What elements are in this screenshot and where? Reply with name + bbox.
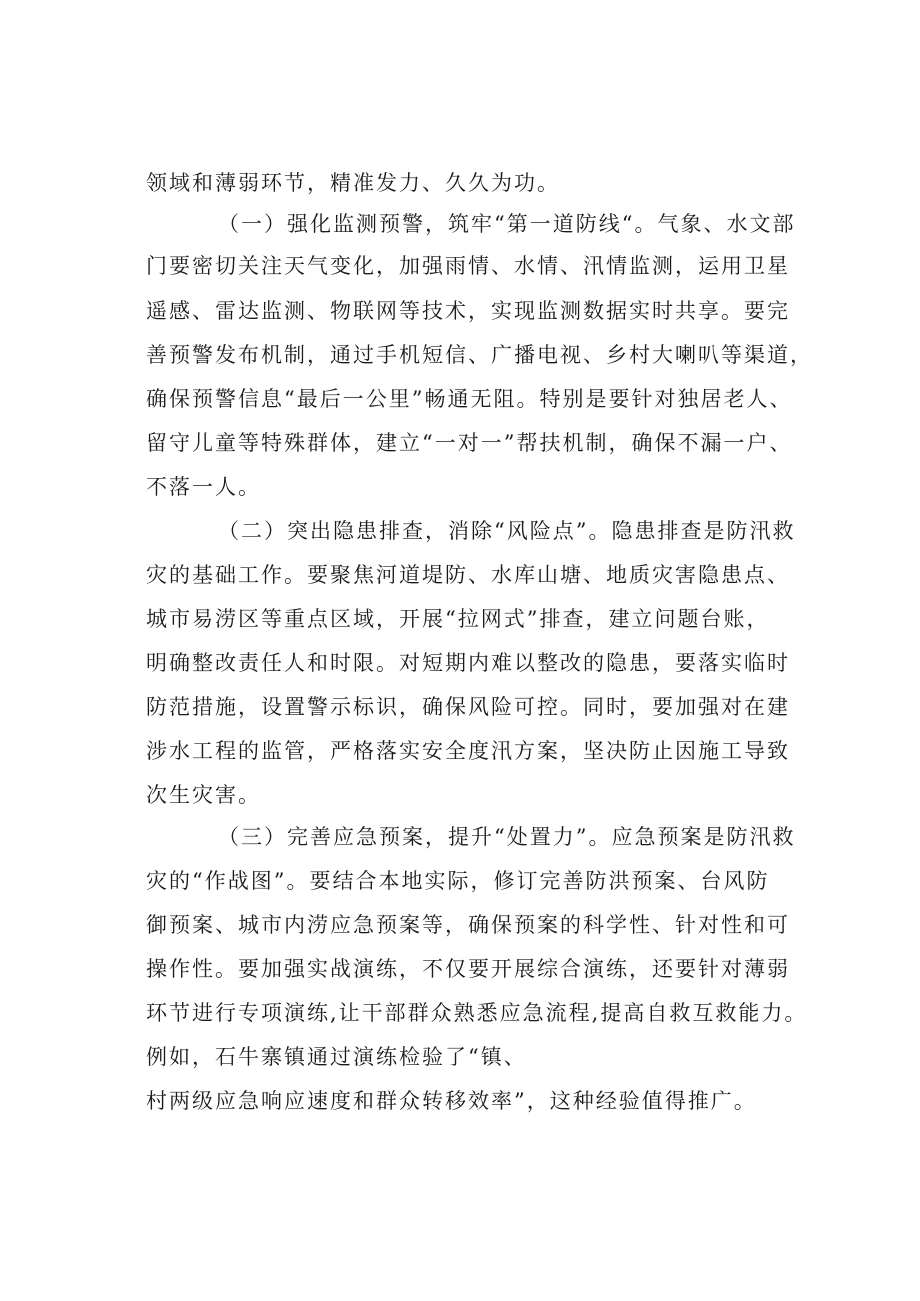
text-line: 明确整改责任人和时限。对短期内难以整改的隐患，要落实临时	[146, 651, 790, 675]
text-line: 灾的“作战图”。要结合本地实际，修订完善防洪预案、台风防	[146, 869, 770, 893]
text-line: 例如，石牛寨镇通过演练检验了“镇、	[146, 1045, 527, 1069]
text-line: 御预案、城市内涝应急预案等，确保预案的科学性、针对性和可	[146, 913, 790, 937]
text-line: 灾的基础工作。要聚焦河道堤防、水库山塘、地质灾害隐患点、	[146, 563, 790, 587]
text-line: 确保预警信息“最后一公里”畅通无阻。特别是要针对独居老人、	[146, 387, 793, 411]
text-line: 城市易涝区等重点区域，开展“拉网式”排查，建立问题台账，	[146, 607, 770, 631]
heading-line-2: （二）突出隐患排查，消除“风险点”。隐患排查是防汛救	[218, 519, 796, 543]
text-line: 留守儿童等特殊群体，建立“一对一”帮扶机制，确保不漏一户、	[146, 431, 793, 455]
text-line: 防范措施，设置警示标识，确保风险可控。同时，要加强对在建	[146, 695, 790, 719]
text-line: 操作性。要加强实战演练，不仅要开展综合演练，还要针对薄弱	[146, 957, 790, 981]
text-line: 遥感、雷达监测、物联网等技术，实现监测数据实时共享。要完	[146, 299, 790, 323]
text-line: 善预警发布机制，通过手机短信、广播电视、乡村大喇叭等渠道，	[146, 343, 813, 367]
text-line: 次生灾害。	[146, 783, 261, 807]
text-line: 不落一人。	[146, 475, 261, 499]
text-line: 环节进行专项演练,让干部群众熟悉应急流程,提高自救互救能力。	[146, 1001, 808, 1025]
text-line: 涉水工程的监管，严格落实安全度汛方案，坚决防止因施工导致	[146, 739, 790, 763]
heading-line-3: （三）完善应急预案，提升“处置力”。应急预案是防汛救	[218, 825, 796, 849]
text-line: 村两级应急响应速度和群众转移效率”，这种经验值得推广。	[146, 1089, 757, 1113]
text-line: 领域和薄弱环节，精准发力、久久为功。	[146, 171, 560, 195]
heading-line-1: （一）强化监测预警，筑牢“第一道防线“。气象、水文部	[218, 212, 796, 236]
text-line: 门要密切关注天气变化，加强雨情、水情、汛情监测，运用卫星	[146, 254, 790, 278]
